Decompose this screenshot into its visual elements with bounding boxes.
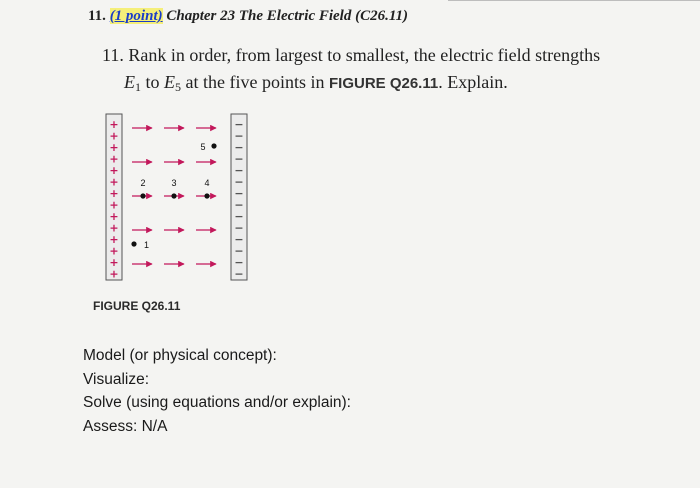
plus-sign: +: [109, 267, 119, 281]
question-line-2-text: at the five points in: [185, 72, 325, 92]
minus-sign: −: [234, 187, 244, 200]
plus-sign: +: [109, 233, 119, 246]
field-point-1: [131, 241, 136, 246]
plus-sign: +: [109, 141, 119, 154]
plus-sign: +: [109, 221, 119, 235]
minus-sign: −: [234, 267, 244, 281]
header-title: [88, 8, 408, 25]
e-last: E: [164, 72, 176, 92]
minus-sign: −: [234, 118, 244, 131]
point-label-2: 2: [140, 178, 146, 188]
header-divider: [448, 0, 700, 1]
field-point-5: [211, 143, 216, 148]
field-point-3: [171, 193, 176, 198]
minus-sign: −: [234, 198, 244, 212]
points-highlight: [110, 8, 163, 24]
plus-sign: +: [109, 152, 119, 166]
question-text: [102, 42, 672, 101]
field-point-2: [140, 193, 145, 198]
plus-sign: +: [109, 210, 119, 223]
model-label: Model (or physical concept):: [83, 347, 277, 364]
points-link[interactable]: (1 point): [109, 8, 163, 24]
figure-caption: FIGURE Q26.11: [93, 299, 181, 313]
point-label-3: 3: [171, 178, 177, 188]
e-first-sub: 1: [135, 80, 141, 94]
minus-sign: −: [234, 175, 244, 189]
minus-sign: −: [234, 221, 244, 235]
to-word: to: [145, 72, 160, 92]
minus-sign: −: [234, 164, 244, 177]
visualize-label: Visualize:: [83, 370, 150, 388]
assess-label: Assess: N/A: [83, 417, 168, 435]
question-line-1-text: Rank in order, from largest to smallest, the electric field strengths: [128, 45, 601, 65]
figure-diagram: [100, 110, 260, 290]
question-end: . Explain.: [438, 72, 508, 92]
minus-signs: [234, 118, 243, 281]
plus-sign: +: [109, 198, 119, 212]
minus-sign: −: [234, 210, 244, 223]
plus-sign: +: [109, 118, 119, 131]
point-label-1: 1: [144, 240, 150, 250]
chapter-title: Chapter 23 The Electric Field (C26.11): [166, 8, 409, 24]
plus-sign: +: [109, 187, 119, 200]
plus-sign: +: [109, 244, 119, 258]
minus-sign: −: [234, 152, 244, 166]
plus-sign: +: [109, 164, 119, 177]
solve-label: Solve (using equations and/or explain):: [83, 394, 351, 411]
problem-number: 11.: [88, 8, 106, 24]
figure-reference: FIGURE Q26.11: [329, 75, 439, 92]
point-label-4: 4: [204, 178, 210, 188]
field-point-4: [204, 193, 209, 198]
minus-sign: −: [234, 244, 244, 258]
minus-sign: −: [234, 129, 244, 143]
plus-sign: +: [109, 129, 119, 143]
question-number: 11.: [102, 45, 124, 65]
answer-section: [83, 344, 351, 438]
minus-sign: −: [234, 256, 244, 269]
question-line-2: [102, 69, 672, 101]
plus-sign: +: [109, 175, 119, 189]
plus-sign: +: [109, 256, 119, 269]
plus-signs: [109, 118, 118, 281]
e-last-sub: 5: [175, 80, 182, 94]
e-first: E: [124, 72, 135, 92]
point-label-5: 5: [200, 142, 206, 152]
question-line-1: [102, 42, 672, 69]
minus-sign: −: [234, 233, 244, 246]
minus-sign: −: [234, 141, 244, 154]
